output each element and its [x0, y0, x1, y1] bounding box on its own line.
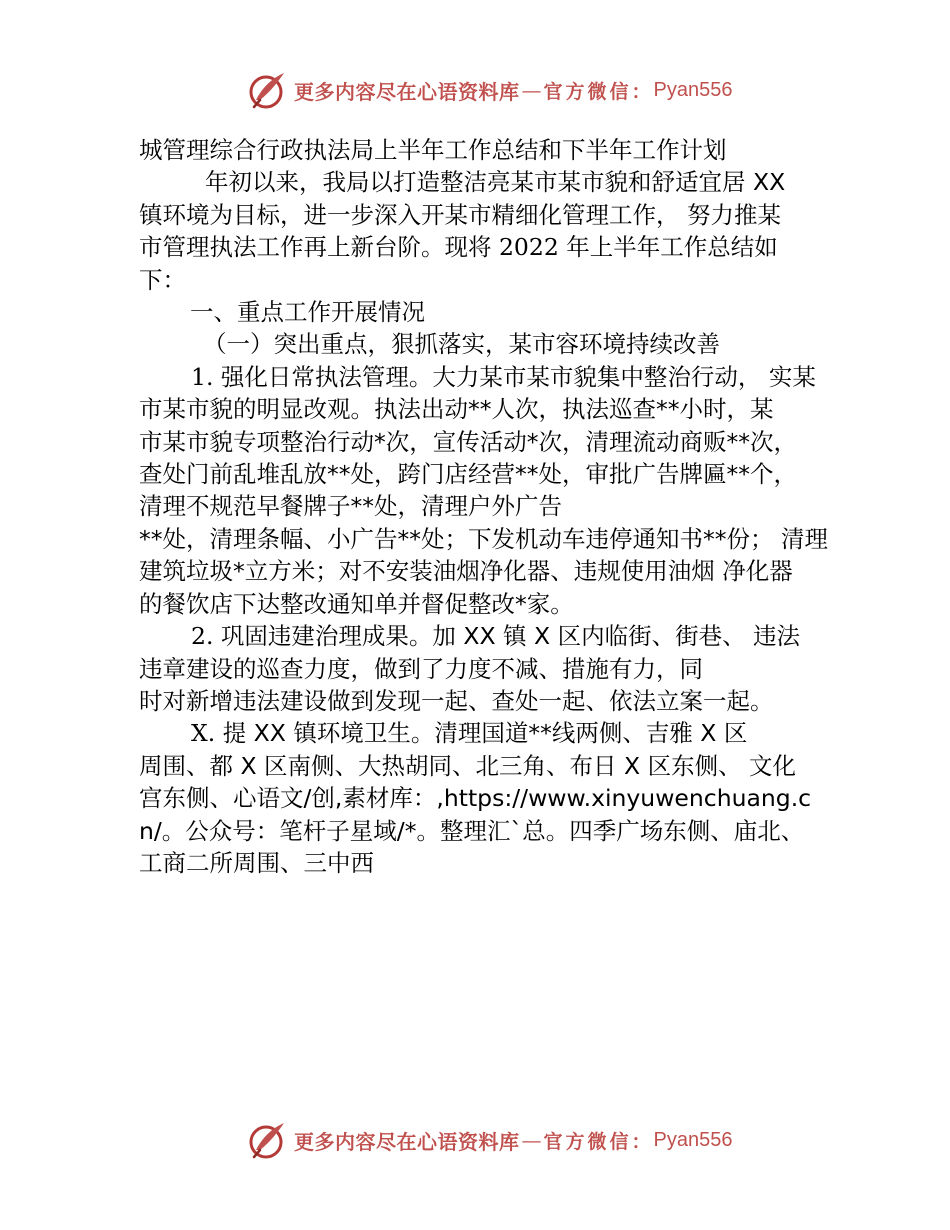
header-banner-dash: — — [521, 78, 542, 102]
footer-banner-text: 更多内容尽在心语资料库 — [294, 1129, 520, 1154]
feather-pen-logo-icon — [248, 70, 288, 110]
footer-wechat-id: Pyan556 — [653, 1128, 733, 1151]
footer-banner — [248, 1120, 732, 1160]
item-1-text: 强化日常执法管理。大力某市某市貌集中整治行动， 实某 — [220, 362, 816, 391]
item-3-line-1 — [139, 717, 839, 749]
header-banner — [248, 70, 732, 110]
document-title: 城管理综合行政执法局上半年工作总结和下半年工作计划 — [139, 136, 727, 164]
item-3-number: X. — [191, 719, 216, 748]
header-wechat-id: Pyan556 — [653, 78, 733, 101]
item-1-line-1 — [139, 361, 839, 393]
item-1-number: 1. — [191, 362, 214, 391]
footer-wechat-label: 官方微信： — [543, 1130, 654, 1153]
intro-line-4: 下： — [139, 265, 186, 294]
item-1-line-2: 市某市貌的明显改观。执法出动**人次，执法巡查**小时，某 — [139, 395, 774, 424]
item-3-text: 提 XX 镇环境卫生。清理国道**线两侧、吉雅 X 区 — [222, 719, 748, 748]
intro-line-3-a: 市管理执法工作再上新台阶。现将 — [139, 233, 499, 262]
footer-banner-dash: — — [521, 1128, 542, 1152]
section-1-heading: 一、重点工作开展情况 — [190, 298, 425, 327]
header-wechat-label: 官方微信： — [543, 80, 654, 103]
item-2-text: 巩固违建治理成果。加 XX 镇 X 区内临街、街巷、 违法 — [220, 622, 801, 651]
item-2-line-2: 违章建设的巡查力度，做到了力度不减、措施有力，同 — [139, 654, 703, 683]
intro-line-3 — [139, 231, 839, 263]
item-2-line-3: 时对新增违法建设做到发现一起、查处一起、依法立案一起。 — [139, 686, 774, 715]
item-1-line-5: 清理不规范早餐牌子**处，清理户外广告 — [139, 492, 562, 521]
item-2-number: 2. — [191, 622, 214, 651]
header-banner-text: 更多内容尽在心语资料库 — [294, 79, 520, 104]
item-3-line-5: 工商二所周围、三中西 — [139, 848, 374, 877]
intro-line-1: 年初以来，我局以打造整洁亮某市某市貌和舒适宜居 XX — [205, 168, 786, 197]
feather-pen-logo-icon — [248, 1120, 288, 1160]
intro-year: 2022 — [498, 233, 559, 262]
intro-line-3-b: 年上半年工作总结如 — [558, 233, 778, 262]
item-1-line-3: 市某市貌专项整治行动*次，宣传活动*次，清理流动商贩**次， — [139, 427, 797, 456]
item-2-line-1 — [139, 620, 839, 652]
item-3-line-4: n/。公众号：笔杆子星域/*。整理汇`总。四季广场东侧、庙北、 — [139, 816, 805, 845]
item-3-line-2: 周围、都 X 区南侧、大热胡同、北三角、布日 X 区东侧、 文化 — [139, 751, 797, 780]
item-1-line-4: 查处门前乱堆乱放**处，跨门店经营**处，审批广告牌匾**个， — [139, 460, 797, 489]
intro-line-2: 镇环境为目标，进一步深入开某市精细化管理工作， 努力推某 — [139, 200, 781, 229]
subsection-1-heading: （一）突出重点，狠抓落实，某市容环境持续改善 — [203, 330, 720, 359]
item-1-line-8: 的餐饮店下达整改通知单并督促整改*家。 — [139, 589, 574, 618]
item-3-line-3: 宫东侧、心语文/创,素材库：,https://www.xinyuwenchuang.c — [139, 784, 812, 813]
item-1-line-6: **处，清理条幅、小广告**处；下发机动车违停通知书**份； 清理 — [139, 524, 828, 553]
document-body — [139, 134, 839, 879]
item-1-line-7: 建筑垃圾*立方米；对不安装油烟净化器、违规使用油烟 净化器 — [139, 557, 793, 586]
